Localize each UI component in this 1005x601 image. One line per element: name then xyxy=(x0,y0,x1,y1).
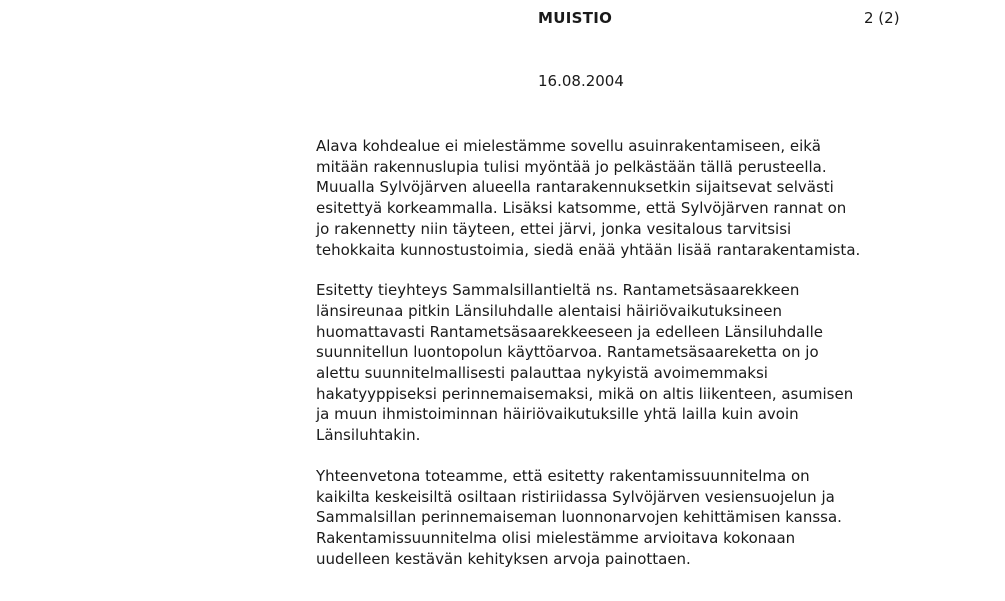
paragraph-line: hakatyyppiseksi perinnemaisemaksi, mikä on altis liikenteen, asumisen xyxy=(316,384,854,403)
paragraph-line: Sammalsillan perinnemaiseman luonnonarvojen kehittämisen kanssa. xyxy=(316,508,842,527)
paragraph-3 xyxy=(316,466,956,570)
paragraph-line: uudelleen kestävän kehityksen arvoja painottaen. xyxy=(316,549,691,568)
paragraph-1 xyxy=(316,136,956,260)
paragraph-line: länsireunaa pitkin Länsiluhdalle alentaisi häiriövaikutuksineen xyxy=(316,301,783,320)
paragraph-line: Yhteenvetona toteamme, että esitetty rakentamissuunnitelma on xyxy=(316,466,810,485)
paragraph-line: esitettyä korkeammalla. Lisäksi katsomme, että Sylvöjärven rannat on xyxy=(316,199,847,218)
paragraph-line: Alava kohdealue ei mielestämme sovellu asuinrakentamiseen, eikä xyxy=(316,137,821,155)
paragraph-line: ja muun ihmistoiminnan häiriövaikutuksille yhtä lailla kuin avoin xyxy=(316,405,799,424)
paragraph-line: kaikilta keskeisiltä osiltaan ristiriidassa Sylvöjärven vesiensuojelun ja xyxy=(316,487,835,506)
paragraph-line: huomattavasti Rantametsäsaarekkeeseen ja edelleen Länsiluhdalle xyxy=(316,322,824,341)
paragraph-line: Länsiluhtakin. xyxy=(316,426,421,445)
paragraph-line: mitään rakennuslupia tulisi myöntää jo pelkästään tällä perusteella. xyxy=(316,157,827,176)
paragraph-line: suunnitellun luontopolun käyttöarvoa. Rantametsäsaareketta on jo xyxy=(316,343,819,362)
paragraph-2 xyxy=(316,280,956,446)
paragraph-line: tehokkaita kunnostustoimia, siedä enää yhtään lisää rantarakentamista. xyxy=(316,240,861,259)
document-type-heading: MUISTIO xyxy=(538,9,613,27)
paragraph-line: Muualla Sylvöjärven alueella rantarakennuksetkin sijaitsevat selvästi xyxy=(316,178,834,197)
memo-body xyxy=(316,136,956,589)
paragraph-line: Esitetty tieyhteys Sammalsillantieltä ns. Rantametsäsaarekkeen xyxy=(316,281,800,300)
paragraph-line: alettu suunnitelmallisesti palauttaa nykyistä avoimemmaksi xyxy=(316,364,768,383)
paragraph-line: Rakentamissuunnitelma olisi mielestämme arvioitava kokonaan xyxy=(316,528,796,547)
page-number: 2 (2) xyxy=(864,9,900,27)
document-date: 16.08.2004 xyxy=(538,72,624,90)
paragraph-line: jo rakennetty niin täyteen, ettei järvi, jonka vesitalous tarvitsisi xyxy=(316,219,792,238)
